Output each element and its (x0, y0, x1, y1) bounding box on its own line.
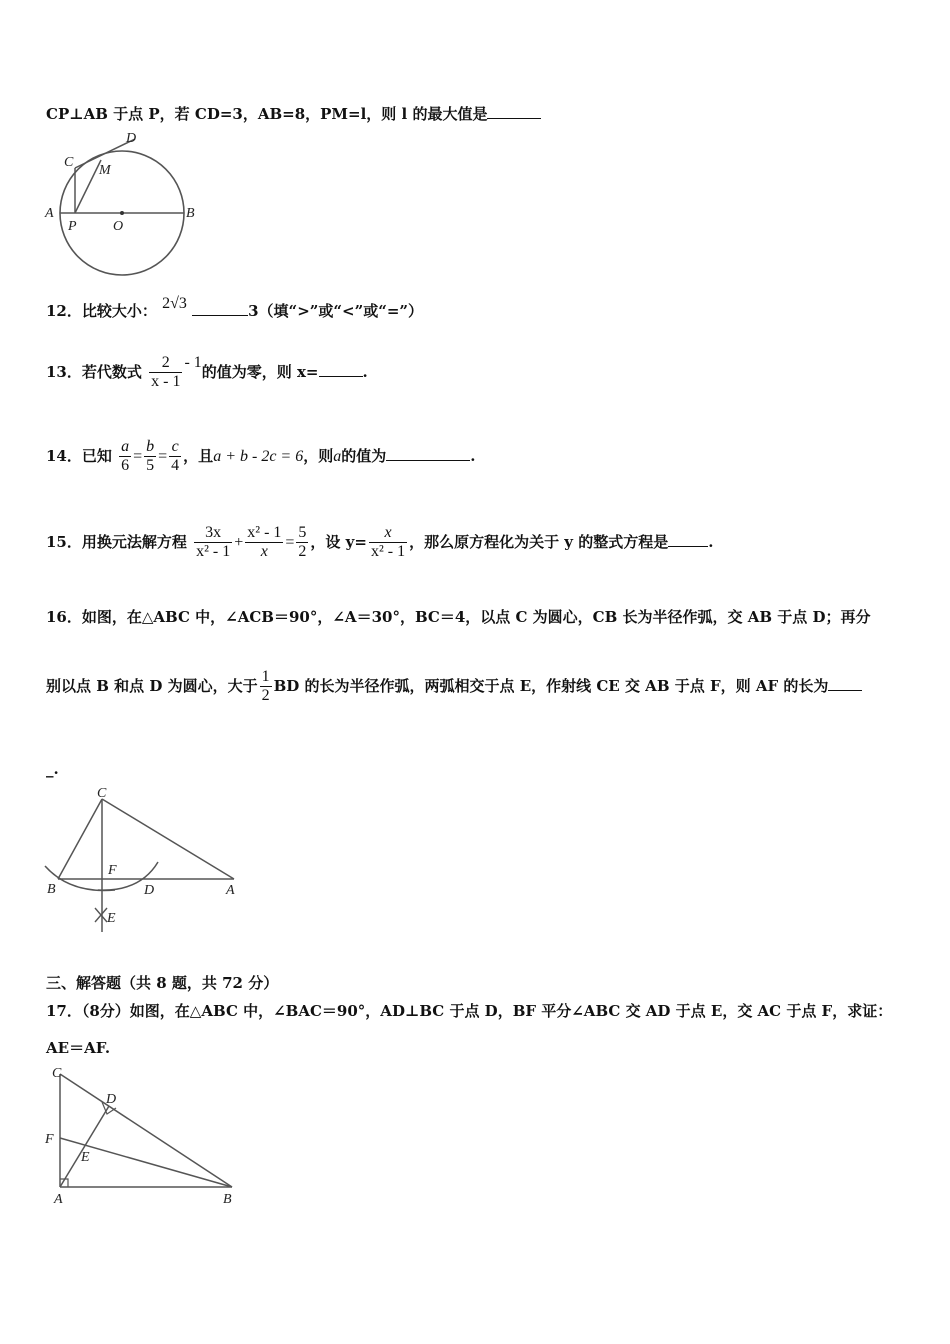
q17-label-d: D (106, 1092, 117, 1107)
q16-label-a: A (226, 883, 235, 898)
q16-triangle-figure (40, 782, 250, 940)
q14-frac-c-den: 4 (171, 457, 180, 475)
q11-label-a: A (45, 206, 54, 221)
q15-plus: + (234, 533, 244, 551)
q15-frac-2 (245, 524, 283, 562)
q13-number: 13．若代数式 (46, 362, 142, 381)
q15-after: ，那么原方程化为关于 y 的整式方程是 (409, 532, 669, 551)
q17-label-c: C (52, 1066, 62, 1081)
q16-label-d: D (144, 883, 155, 898)
q15-number: 15．用换元法解方程 (46, 532, 187, 551)
q15-line (46, 524, 713, 562)
q17-label-f: F (45, 1132, 54, 1147)
q13-fraction (149, 354, 182, 392)
q15-frac-1-den: x² - 1 (196, 543, 231, 561)
q14-line: 14．已知 $\frac{a}{6}$ = $\frac{b}{5}$ = $\frac{c}{4}$ ，且a + b - 2c = 6，则a的值为 . (46, 438, 476, 475)
q12-after: 3（填“>”或“<”或“=”） (248, 302, 424, 320)
q16-label-f: F (108, 863, 117, 878)
q13-answer-blank[interactable] (319, 362, 363, 377)
q14-frac-a (119, 438, 131, 476)
q12-line (46, 295, 424, 321)
q16-label-b: B (47, 882, 56, 897)
q17-label-a: A (54, 1192, 63, 1207)
q14-after: 的值为 (341, 446, 387, 465)
q14-frac-c (169, 438, 181, 476)
q15-equals: = (285, 533, 295, 551)
q15-answer-blank[interactable] (668, 532, 708, 547)
q15-end: . (708, 532, 714, 551)
q14-frac-a-den: 6 (121, 457, 130, 475)
q15-frac-2-den: x (260, 543, 268, 561)
q14-frac-b-num: b (144, 438, 156, 457)
q16-line-1: 16．如图，在△ABC 中，∠ACB＝90°，∠A＝30°，BC＝4，以点 C 为圆心，CB 长为半径作弧，交 AB 于点 D；再分 (46, 608, 871, 626)
q11-label-b: B (186, 206, 195, 221)
q16-half-num: 1 (260, 668, 272, 687)
q16-line2-pre: 别以点 B 和点 D 为圆心，大于 (46, 676, 258, 695)
q14-answer-blank[interactable] (386, 446, 470, 461)
q16-label-e: E (107, 911, 116, 926)
q13-end: . (362, 362, 368, 381)
q15-frac-4-den: x² - 1 (370, 543, 406, 561)
q14-frac-b-den: 5 (146, 457, 155, 475)
q13-line (46, 354, 368, 392)
q15-frac-1 (194, 524, 232, 562)
q14-mid: ，则 (303, 446, 334, 465)
q14-var: a (333, 447, 342, 465)
q14-number: 14．已知 (46, 446, 112, 465)
q17-label-e: E (81, 1150, 90, 1165)
q14-cond-prefix: ，且 (183, 446, 214, 465)
q14-end: . (470, 446, 476, 465)
q17-label-b: B (223, 1192, 232, 1207)
q11-answer-blank[interactable] (487, 104, 541, 119)
q15-frac-3 (296, 524, 308, 562)
q13-frac-den: x - 1 (151, 373, 181, 391)
section-3-heading: 三、解答题（共 8 题，共 72 分） (46, 974, 279, 992)
q16-half-den: 2 (261, 687, 270, 705)
q15-frac-2-num: x² - 1 (245, 524, 283, 543)
q15-frac-1-num: 3x (194, 524, 232, 543)
q16-label-c: C (97, 786, 107, 801)
q17-line-1: 17．（8分）如图，在△ABC 中，∠BAC＝90°，AD⊥BC 于点 D，BF 平分∠ABC 交 AD 于点 E，交 AC 于点 F，求证： (46, 1002, 893, 1020)
q16-line-2 (46, 668, 862, 706)
q13-frac-num: 2 (149, 354, 182, 373)
q17-triangle-figure (40, 1062, 250, 1212)
q11-circle-figure (40, 128, 200, 278)
q11-text-line (46, 103, 541, 124)
q16-half-fraction (260, 668, 272, 706)
q12-answer-blank[interactable] (192, 301, 248, 316)
q12-number: 12．比较大小： (46, 302, 157, 320)
q15-frac-4-num: x (369, 524, 407, 543)
q11-label-m: M (99, 163, 111, 178)
q13-minus: - 1 (184, 353, 202, 371)
q15-frac-4 (369, 524, 407, 562)
q16-line-3: _. (46, 760, 59, 778)
q15-frac-3-den: 2 (298, 543, 307, 561)
q11-label-c: C (64, 155, 74, 170)
q15-set: ，设 y= (310, 532, 367, 551)
q12-expr: 2√3 (162, 295, 187, 312)
q13-after: 的值为零，则 x= (201, 362, 319, 381)
q11-label-o: O (113, 219, 124, 234)
q14-condition: a + b - 2c = 6 (213, 447, 304, 465)
q16-line2-post: BD 的长为半径作弧，两弧相交于点 E，作射线 CE 交 AB 于点 F，则 AF 的长为 (273, 676, 829, 695)
q11-label-d: D (126, 131, 137, 146)
q11-text: CP⊥AB 于点 P，若 CD=3，AB=8，PM=l，则 l 的最大值是 (46, 105, 488, 123)
q15-frac-3-num: 5 (296, 524, 308, 543)
q17-line-2: AE＝AF. (46, 1039, 111, 1057)
q11-label-p: P (68, 219, 77, 234)
q14-frac-c-num: c (169, 438, 181, 457)
q14-frac-a-num: a (119, 438, 131, 457)
q16-answer-blank[interactable] (828, 676, 862, 691)
q14-frac-b (144, 438, 156, 476)
